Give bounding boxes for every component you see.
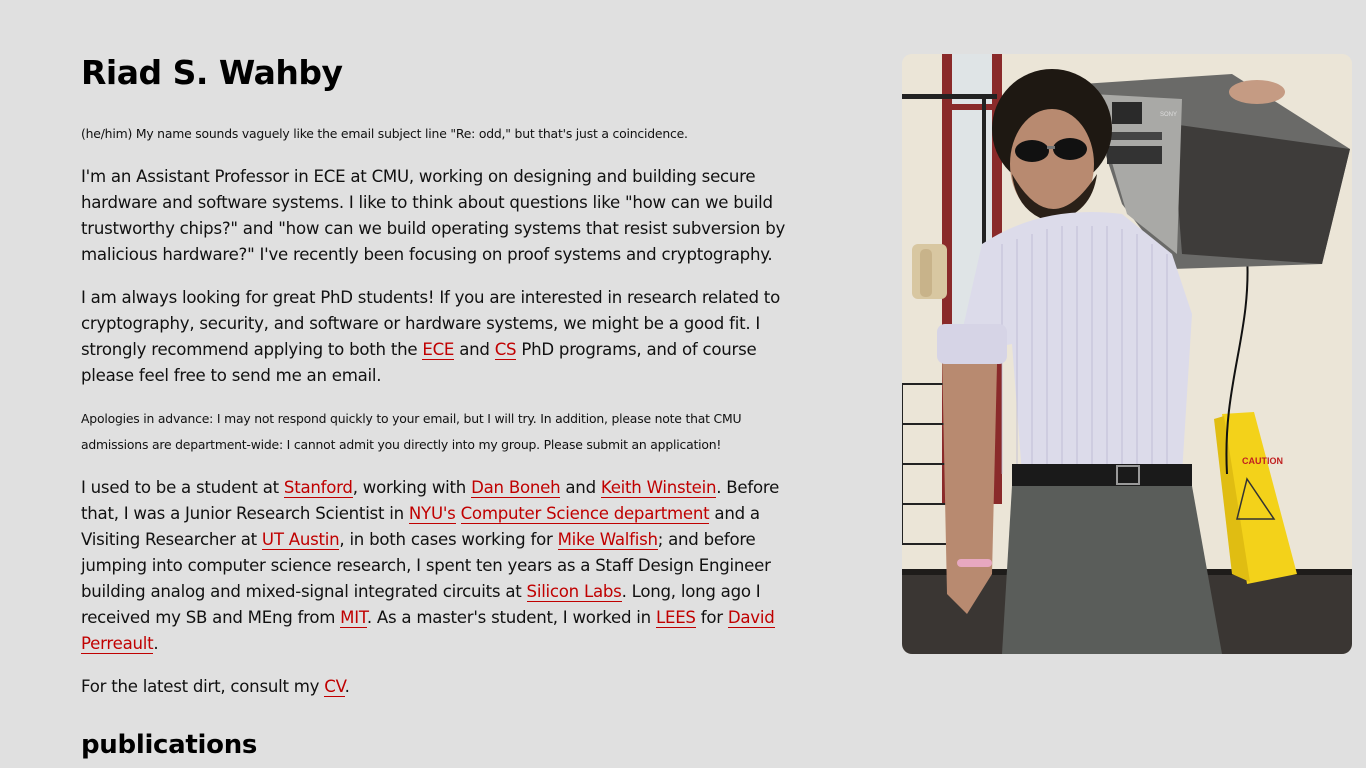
text: . (153, 634, 159, 653)
text: , working with (352, 478, 472, 497)
text: , in both cases working for (339, 530, 558, 549)
history-paragraph (81, 475, 793, 657)
text: ; and before jumping into computer science research, I spent ten years as a Staff Design Engineer building analog and mixed-signal integrated circuits at (81, 530, 771, 601)
nyu-link[interactable]: NYU's (408, 504, 456, 523)
text: PhD programs, and of course please feel free to send me an email. (81, 340, 757, 385)
main-content (81, 50, 793, 762)
caution-sign-text: CAUTION (1242, 456, 1283, 466)
silicon-labs-link[interactable]: Silicon Labs (526, 582, 622, 601)
boombox-brand-text: SONY (1160, 112, 1178, 118)
text: . Before that, I was a Junior Research Scientist in (81, 478, 780, 523)
page-title: Riad S. Wahby (81, 53, 343, 92)
mike-walfish-link[interactable]: Mike Walfish (557, 530, 658, 549)
text (456, 504, 461, 523)
ece-link[interactable]: ECE (422, 340, 455, 359)
profile-photo (902, 54, 1352, 654)
profile-photo-illustration (902, 54, 1352, 654)
apology-text: Apologies in advance: I may not respond quickly to your email, but I will try. In addition, please note that CMU admissions are department-wide: I cannot admit you directly into my group. Please submit an application! (81, 411, 742, 452)
cs-link[interactable]: CS (494, 340, 517, 359)
text: . Long, long ago I received my SB and MEng from (81, 582, 761, 627)
text: and (454, 340, 495, 359)
text: and a Visiting Researcher at (81, 504, 760, 549)
phd-students-paragraph (81, 285, 793, 389)
text: . (344, 677, 350, 696)
mit-link[interactable]: MIT (340, 608, 367, 627)
text: . As a master's student, I worked in (366, 608, 656, 627)
stanford-link[interactable]: Stanford (283, 478, 353, 497)
keith-winstein-link[interactable]: Keith Winstein (600, 478, 717, 497)
dan-boneh-link[interactable]: Dan Boneh (471, 478, 561, 497)
lees-link[interactable]: LEES (655, 608, 696, 627)
ut-austin-link[interactable]: UT Austin (261, 530, 340, 549)
david-perreault-link[interactable]: David Perreault (81, 608, 775, 653)
text: For the latest dirt, consult my (81, 677, 325, 696)
bio-paragraph: I'm an Assistant Professor in ECE at CMU, working on designing and building secure hardware and software systems. I like to think about questions like "how can we build trustworthy chips?" and "how can we build operating systems that resist subversion by malicious hardware?" I've recently been focusing on proof systems and cryptography. (81, 167, 786, 264)
nyu-cs-department-link[interactable]: Computer Science department (460, 504, 710, 523)
publications-heading: publications (81, 730, 258, 760)
cv-paragraph (81, 674, 793, 700)
text: I am always looking for great PhD students! If you are interested in research related to cryptography, security, and software or hardware systems, we might be a good fit. I strongly recommend applying to both the (81, 288, 780, 359)
intro-pronouns-text: (he/him) My name sounds vaguely like the email subject line "Re: odd," but that's just a coincidence. (81, 126, 688, 141)
text: and (560, 478, 601, 497)
cv-link[interactable]: CV (324, 677, 345, 696)
text: for (695, 608, 728, 627)
text: I used to be a student at (81, 478, 284, 497)
